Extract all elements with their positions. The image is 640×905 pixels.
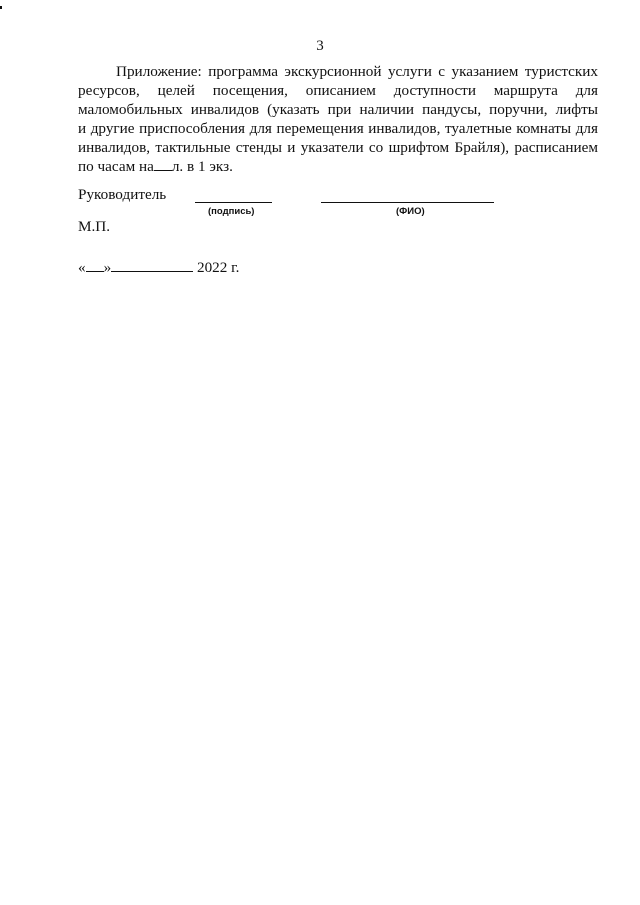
sheet-count-blank xyxy=(154,158,172,171)
date-close-quote: » xyxy=(103,259,112,276)
appendix-line-5: инвалидов, тактильные стенды и указатели со шрифтом Брайля), расписанием xyxy=(78,139,598,156)
appendix-line-2: ресурсов, целей посещения, описанием доступности маршрута для xyxy=(78,82,598,99)
scan-corner-mark xyxy=(0,6,2,9)
date-year: 2022 г. xyxy=(196,259,240,276)
appendix-last-line-prefix: по часам на xyxy=(78,158,154,175)
page-number: 3 xyxy=(316,38,324,54)
stamp-placeholder: М.П. xyxy=(78,218,111,235)
fio-line xyxy=(321,188,494,203)
day-blank xyxy=(86,258,104,272)
appendix-paragraph xyxy=(78,62,598,176)
date-open-quote: « xyxy=(78,259,86,276)
appendix-line-4: и другие приспособления для перемещения инвалидов, туалетные комнаты для xyxy=(78,120,598,137)
date-line xyxy=(78,258,239,277)
signature-block xyxy=(78,186,598,226)
month-blank xyxy=(111,258,193,272)
appendix-line-6 xyxy=(78,157,598,176)
appendix-line-3: маломобильных инвалидов (указать при наличии пандусы, поручни, лифты xyxy=(78,101,598,118)
appendix-last-line-suffix: л. в 1 экз. xyxy=(171,158,233,175)
fio-caption: (ФИО) xyxy=(396,206,425,217)
signature-caption: (подпись) xyxy=(208,206,255,217)
director-label: Руководитель xyxy=(78,186,167,203)
signature-line xyxy=(195,188,272,203)
appendix-line-1: Приложение: программа экскурсионной услуги с указанием туристских xyxy=(116,63,598,80)
